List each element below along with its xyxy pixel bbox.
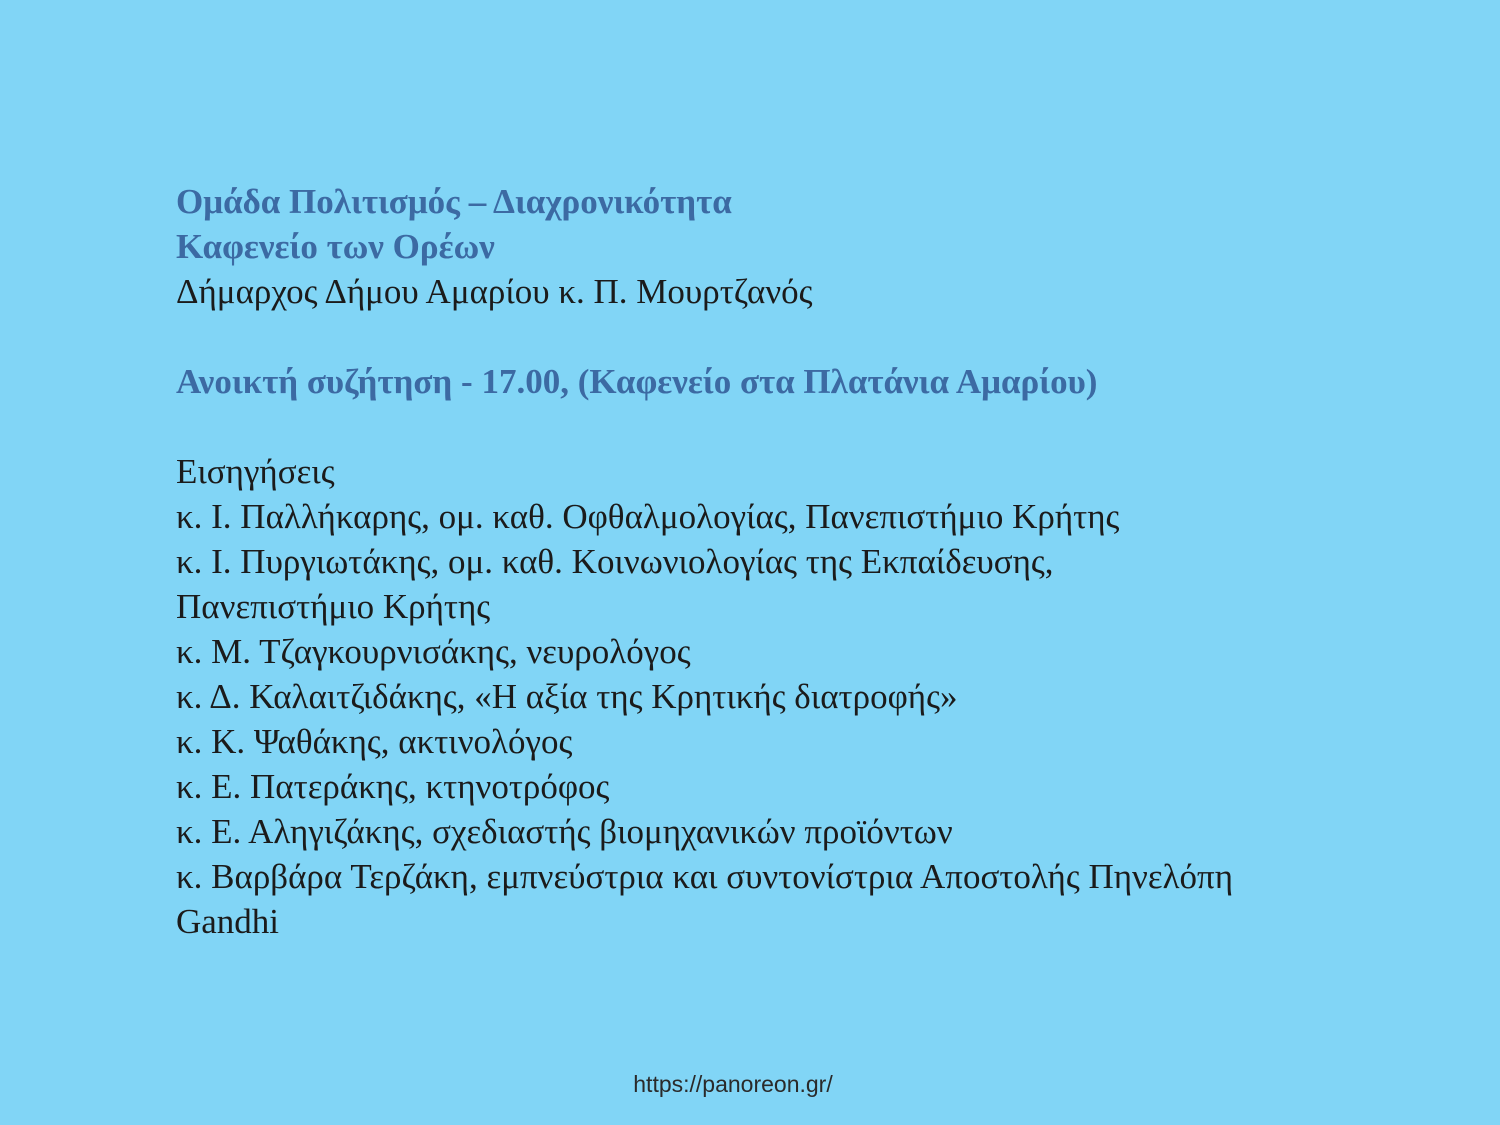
footer-url: https://panoreon.gr/ (633, 1071, 833, 1097)
presenter-line: κ. Ε. Αληγιζάκης, σχεδιαστής βιομηχανικών προϊόντων (176, 812, 953, 851)
presenter-line: κ. Ι. Παλλήκαρης, ομ. καθ. Οφθαλμολογίας, Πανεπιστήμιο Κρήτης (176, 497, 1120, 536)
presenter-line: κ. Κ. Ψαθάκης, ακτινολόγος (176, 722, 573, 761)
group-title: Ομάδα Πολιτισμός – Διαχρονικότητα (176, 182, 732, 221)
cafe-title: Καφενείο των Ορέων (176, 227, 495, 266)
footer (0, 1071, 1500, 1098)
spacer (176, 404, 1376, 449)
presenter-line: κ. Δ. Καλαιτζιδάκης, «Η αξία της Κρητικής διατροφής» (176, 677, 958, 716)
presenter-line: κ. Ε. Πατεράκης, κτηνοτρόφος (176, 767, 610, 806)
spacer (176, 314, 1376, 359)
presenter-line: κ. Βαρβάρα Τερζάκη, εμπνεύστρια και συντονίστρια Αποστολής Πηνελόπη (176, 857, 1234, 896)
presenter-line: κ. Ι. Πυργιωτάκης, ομ. καθ. Κοινωνιολογίας της Εκπαίδευσης, (176, 542, 1054, 581)
document-body (176, 179, 1376, 944)
mayor-line: Δήμαρχος Δήμου Αμαρίου κ. Π. Μουρτζανός (176, 272, 813, 311)
presentations-title: Εισηγήσεις (176, 452, 335, 491)
presenter-line: Πανεπιστήμιο Κρήτης (176, 587, 491, 626)
discussion-heading: Ανοικτή συζήτηση - 17.00, (Καφενείο στα Πλατάνια Αμαρίου) (176, 362, 1098, 401)
presenter-line: κ. Μ. Τζαγκουρνισάκης, νευρολόγος (176, 632, 691, 671)
presenter-line: Gandhi (176, 902, 280, 941)
